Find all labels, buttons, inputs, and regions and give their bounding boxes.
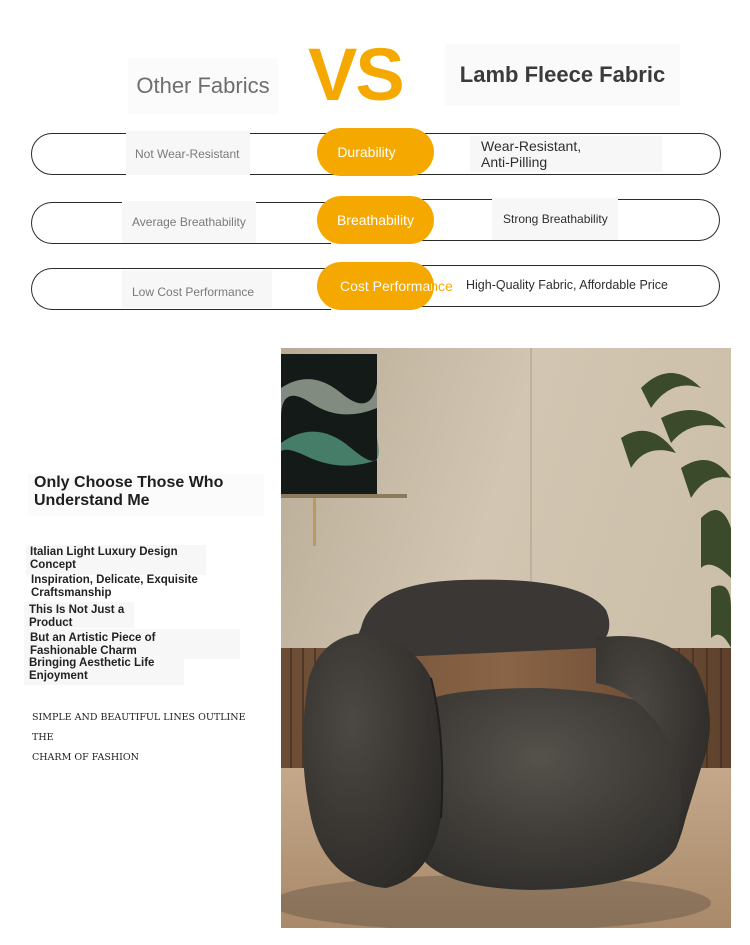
breathability-badge (317, 196, 434, 244)
other-durability-text: Not Wear-Resistant (135, 147, 240, 161)
lamb-durability-text: Wear-Resistant, Anti-Pilling (481, 138, 582, 170)
caption (32, 708, 262, 768)
headline: Only Choose Those Who Understand Me (28, 474, 264, 516)
other-cost-text: Low Cost Performance (132, 285, 255, 299)
badge-label: Durability (337, 144, 396, 160)
lamb-cost-text: High-Quality Fabric, Affordable Price (466, 278, 668, 292)
other-breathability-text: Average Breathability (132, 215, 246, 229)
painting (281, 354, 377, 494)
feature-line: But an Artistic Piece of Fashionable Charm (30, 632, 156, 657)
chair-left-arm (303, 633, 442, 888)
feature-line: Italian Light Luxury Design Concept (30, 546, 178, 571)
badge-label: Cost Performance (340, 278, 453, 294)
caption-line: CHARM OF FASHION (32, 752, 139, 763)
armchair-photo (281, 348, 731, 928)
feature-line: Bringing Aesthetic Life Enjoyment (29, 657, 155, 682)
armchair-scene (281, 348, 731, 928)
lamb-fleece-title: Lamb Fleece Fabric (445, 44, 680, 106)
other-fabrics-title: Other Fabrics (128, 58, 278, 114)
lamp-stem (313, 498, 316, 546)
lamb-breathability-text: Strong Breathability (503, 212, 608, 226)
feature-line: Inspiration, Delicate, Exquisite Craftsmanship (31, 574, 198, 599)
badge-label: Breathability (336, 212, 415, 228)
durability-badge (317, 128, 434, 176)
feature-line: This Is Not Just a Product (29, 604, 125, 629)
caption-line: SIMPLE AND BEAUTIFUL LINES OUTLINE THE (32, 712, 246, 743)
vs-label: VS (308, 33, 403, 116)
chair-seat (416, 688, 690, 890)
shelf (281, 494, 407, 498)
